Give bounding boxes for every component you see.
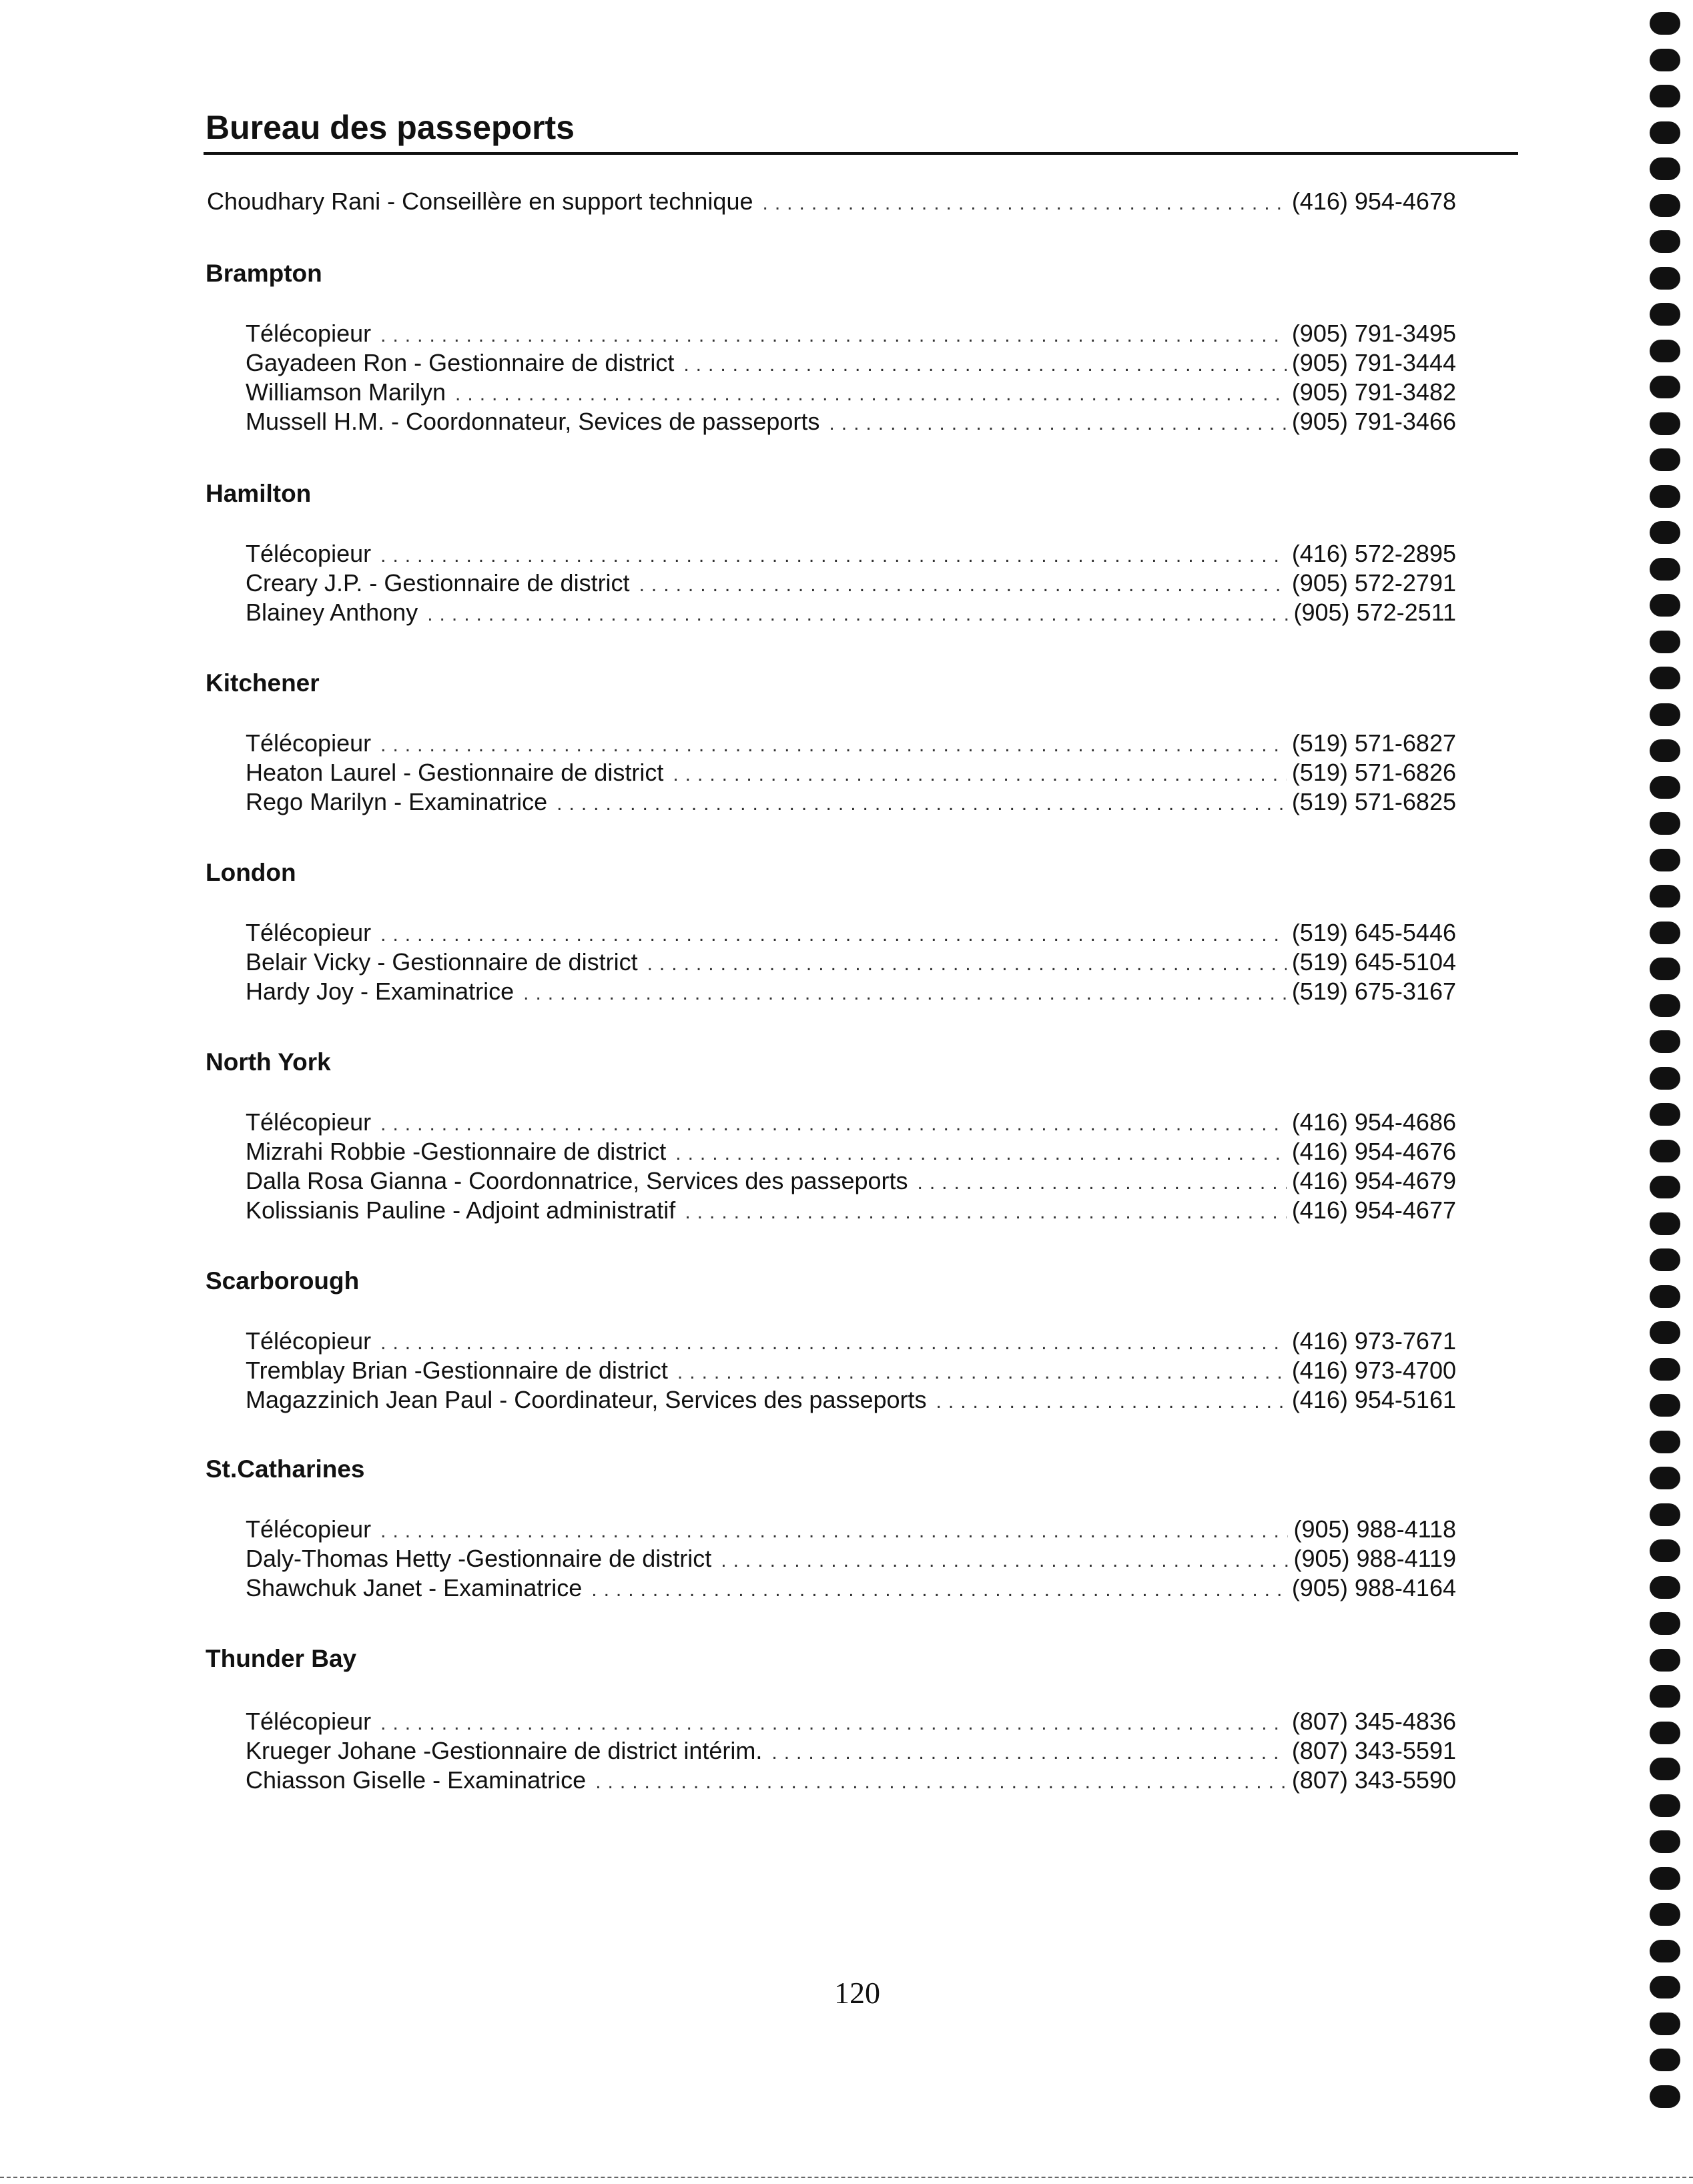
entry-phone: (905) 791-3495	[1291, 320, 1456, 347]
binding-hole	[1650, 448, 1680, 471]
directory-entry	[246, 1707, 1456, 1736]
entry-name: Blainey Anthony	[246, 599, 418, 626]
entry-phone: (519) 571-6827	[1291, 729, 1456, 757]
entry-name: Magazzinich Jean Paul - Coordinateur, Services des passeports	[246, 1386, 927, 1413]
directory-entry	[246, 1544, 1456, 1573]
binding-hole	[1650, 739, 1680, 762]
page-bottom-edge	[0, 2177, 1693, 2178]
binding-hole	[1650, 1830, 1680, 1853]
binding-hole	[1650, 558, 1680, 581]
binding-hole	[1650, 1539, 1680, 1562]
entry-name: Mussell H.M. - Coordonnateur, Sevices de passeports	[246, 408, 820, 435]
binding-hole	[1650, 1431, 1680, 1453]
directory-entry	[246, 1327, 1456, 1356]
binding-hole	[1650, 1503, 1680, 1526]
entry-name: Télécopieur	[246, 1108, 372, 1136]
dot-leader	[380, 731, 1287, 760]
entry-name: Williamson Marilyn	[246, 378, 446, 406]
dot-leader	[683, 350, 1286, 380]
entry-name: Mizrahi Robbie -Gestionnaire de district	[246, 1138, 667, 1165]
binding-hole	[1650, 303, 1680, 326]
binding-hole	[1650, 776, 1680, 799]
entry-phone: (905) 791-3466	[1291, 408, 1456, 435]
dot-leader	[763, 189, 1287, 218]
directory-entry	[246, 1736, 1456, 1766]
dot-leader	[380, 920, 1287, 950]
section-heading-london: London	[206, 859, 296, 886]
dot-leader	[380, 541, 1287, 571]
directory-entry	[246, 1515, 1456, 1544]
binding-hole	[1650, 157, 1680, 180]
binding-hole	[1650, 958, 1680, 980]
directory-entry	[246, 407, 1456, 436]
entry-name: Choudhary Rani - Conseillère en support technique	[207, 188, 753, 215]
directory-entry	[246, 729, 1456, 758]
binding-hole	[1650, 1722, 1680, 1744]
entry-name: Rego Marilyn - Examinatrice	[246, 788, 548, 815]
binding-hole	[1650, 2013, 1680, 2035]
binding-hole	[1650, 1976, 1680, 1998]
dot-leader	[523, 979, 1287, 1008]
entry-phone: (416) 954-5161	[1291, 1386, 1456, 1413]
binding-hole	[1650, 1685, 1680, 1708]
entry-phone: (905) 988-4164	[1291, 1574, 1456, 1601]
directory-entry	[246, 539, 1456, 569]
directory-entry	[246, 1108, 1456, 1137]
entry-phone: (519) 645-5104	[1291, 948, 1456, 976]
directory-entry	[246, 758, 1456, 787]
entry-phone: (519) 571-6825	[1291, 788, 1456, 815]
binding-hole	[1650, 2049, 1680, 2071]
directory-entry	[246, 918, 1456, 948]
binding-hole	[1650, 267, 1680, 290]
entry-name: Hardy Joy - Examinatrice	[246, 978, 515, 1005]
entry-phone: (519) 645-5446	[1291, 919, 1456, 946]
section-heading-st-catharines: St.Catharines	[206, 1455, 365, 1483]
dot-leader	[677, 1358, 1287, 1387]
binding-hole	[1650, 994, 1680, 1017]
directory-entry	[246, 787, 1456, 817]
binding-hole	[1650, 631, 1680, 653]
dot-leader	[380, 1110, 1287, 1139]
entry-name: Krueger Johane -Gestionnaire de district intérim.	[246, 1737, 763, 1764]
dot-leader	[918, 1168, 1287, 1198]
page-number: 120	[834, 1976, 880, 2010]
binding-hole	[1650, 1903, 1680, 1926]
binding-hole	[1650, 1649, 1680, 1672]
entry-phone: (905) 791-3444	[1291, 349, 1456, 376]
binding-hole	[1650, 1394, 1680, 1417]
directory-entry	[246, 948, 1456, 977]
binding-hole	[1650, 194, 1680, 217]
entry-name: Kolissianis Pauline - Adjoint administratif	[246, 1196, 676, 1224]
section-heading-brampton: Brampton	[206, 260, 322, 287]
entry-phone: (519) 571-6826	[1291, 759, 1456, 786]
binding-hole	[1650, 703, 1680, 726]
directory-entry	[246, 598, 1456, 627]
entry-name: Belair Vicky - Gestionnaire de district	[246, 948, 638, 976]
entry-phone: (416) 954-4686	[1291, 1108, 1456, 1136]
dot-leader	[639, 571, 1287, 600]
entry-name: Shawchuk Janet - Examinatrice	[246, 1574, 583, 1601]
binding-hole	[1650, 340, 1680, 362]
binding-hole	[1650, 1103, 1680, 1126]
dot-leader	[721, 1546, 1288, 1575]
entry-phone: (416) 973-4700	[1291, 1357, 1456, 1384]
section-heading-scarborough: Scarborough	[206, 1267, 360, 1295]
title-rule	[204, 152, 1518, 155]
binding-hole	[1650, 2085, 1680, 2108]
entry-phone: (905) 572-2511	[1293, 599, 1456, 626]
directory-entry	[246, 977, 1456, 1006]
dot-leader	[685, 1198, 1287, 1227]
dot-leader	[675, 1139, 1287, 1168]
section-heading-north-york: North York	[206, 1048, 331, 1076]
section-heading-kitchener: Kitchener	[206, 669, 320, 697]
binding-hole	[1650, 885, 1680, 907]
binding-hole	[1650, 230, 1680, 253]
dot-leader	[455, 380, 1287, 409]
binding-hole	[1650, 1067, 1680, 1090]
binding-hole	[1650, 1940, 1680, 1962]
directory-entry	[246, 1766, 1456, 1795]
dot-leader	[936, 1387, 1287, 1417]
binding-hole	[1650, 1140, 1680, 1162]
entry-name: Télécopieur	[246, 1327, 372, 1355]
directory-entry	[246, 1573, 1456, 1603]
directory-entry	[246, 378, 1456, 407]
binding-hole	[1650, 1612, 1680, 1635]
directory-entry	[246, 348, 1456, 378]
entry-name: Creary J.P. - Gestionnaire de district	[246, 569, 630, 597]
page-title: Bureau des passeports	[206, 109, 575, 146]
binding-hole	[1650, 594, 1680, 617]
binding-hole	[1650, 376, 1680, 398]
entry-phone: (807) 343-5591	[1291, 1737, 1456, 1764]
directory-entry	[246, 1166, 1456, 1196]
entry-name: Télécopieur	[246, 1515, 372, 1543]
entry-name: Gayadeen Ron - Gestionnaire de district	[246, 349, 675, 376]
entry-name: Télécopieur	[246, 919, 372, 946]
binding-hole	[1650, 1794, 1680, 1817]
binding-hole	[1650, 521, 1680, 544]
dot-leader	[380, 1709, 1287, 1738]
binding-hole	[1650, 667, 1680, 689]
entry-name: Heaton Laurel - Gestionnaire de district	[246, 759, 664, 786]
entry-name: Télécopieur	[246, 729, 372, 757]
binding-hole	[1650, 49, 1680, 71]
dot-leader	[673, 760, 1286, 789]
binding-hole	[1650, 1212, 1680, 1235]
binding-hole	[1650, 1758, 1680, 1780]
entry-phone: (416) 954-4678	[1291, 188, 1456, 215]
binding-hole	[1650, 412, 1680, 435]
entry-phone: (807) 345-4836	[1291, 1708, 1456, 1735]
entry-phone: (905) 791-3482	[1291, 378, 1456, 406]
dot-leader	[427, 600, 1288, 629]
entry-phone: (416) 572-2895	[1291, 540, 1456, 567]
entry-phone: (807) 343-5590	[1291, 1766, 1456, 1794]
entry-phone: (905) 572-2791	[1291, 569, 1456, 597]
dot-leader	[647, 950, 1287, 979]
dot-leader	[829, 409, 1286, 438]
binding-hole	[1650, 849, 1680, 871]
binding-hole	[1650, 85, 1680, 107]
entry-name: Télécopieur	[246, 320, 372, 347]
binding-hole	[1650, 812, 1680, 835]
dot-leader	[380, 1517, 1288, 1546]
entry-phone: (905) 988-4119	[1293, 1545, 1456, 1572]
dot-leader	[557, 789, 1287, 819]
entry-name: Chiasson Giselle - Examinatrice	[246, 1766, 587, 1794]
entry-name: Dalla Rosa Gianna - Coordonnatrice, Services des passeports	[246, 1167, 908, 1194]
directory-entry	[246, 1137, 1456, 1166]
binding-hole	[1650, 121, 1680, 144]
entry-phone: (905) 988-4118	[1293, 1515, 1456, 1543]
binding-hole	[1650, 1358, 1680, 1381]
entry-phone: (416) 973-7671	[1291, 1327, 1456, 1355]
binding-hole	[1650, 485, 1680, 508]
binding-hole	[1650, 1285, 1680, 1308]
entry-phone: (416) 954-4676	[1291, 1138, 1456, 1165]
entry-phone: (416) 954-4679	[1291, 1167, 1456, 1194]
entry-phone: (416) 954-4677	[1291, 1196, 1456, 1224]
entry-name: Télécopieur	[246, 540, 372, 567]
directory-entry	[246, 569, 1456, 598]
binding-hole	[1650, 1176, 1680, 1198]
binding-hole	[1650, 1321, 1680, 1344]
section-heading-thunder-bay: Thunder Bay	[206, 1645, 357, 1672]
directory-entry	[246, 1196, 1456, 1225]
entry-name: Daly-Thomas Hetty -Gestionnaire de district	[246, 1545, 712, 1572]
dot-leader	[771, 1738, 1286, 1768]
entry-phone: (519) 675-3167	[1291, 978, 1456, 1005]
binding-holes	[1650, 12, 1690, 2147]
dot-leader	[380, 1329, 1287, 1358]
binding-hole	[1650, 1576, 1680, 1599]
directory-entry	[246, 1356, 1456, 1385]
entry-name: Télécopieur	[246, 1708, 372, 1735]
binding-hole	[1650, 1248, 1680, 1271]
directory-entry	[246, 319, 1456, 348]
binding-hole	[1650, 1867, 1680, 1890]
dot-leader	[591, 1575, 1287, 1605]
dot-leader	[595, 1768, 1287, 1797]
binding-hole	[1650, 1030, 1680, 1053]
directory-entry	[207, 187, 1456, 216]
section-heading-hamilton: Hamilton	[206, 480, 312, 507]
binding-hole	[1650, 1467, 1680, 1489]
binding-hole	[1650, 12, 1680, 35]
entry-name: Tremblay Brian -Gestionnaire de district	[246, 1357, 668, 1384]
binding-hole	[1650, 922, 1680, 944]
dot-leader	[380, 321, 1287, 350]
directory-entry	[246, 1385, 1456, 1415]
